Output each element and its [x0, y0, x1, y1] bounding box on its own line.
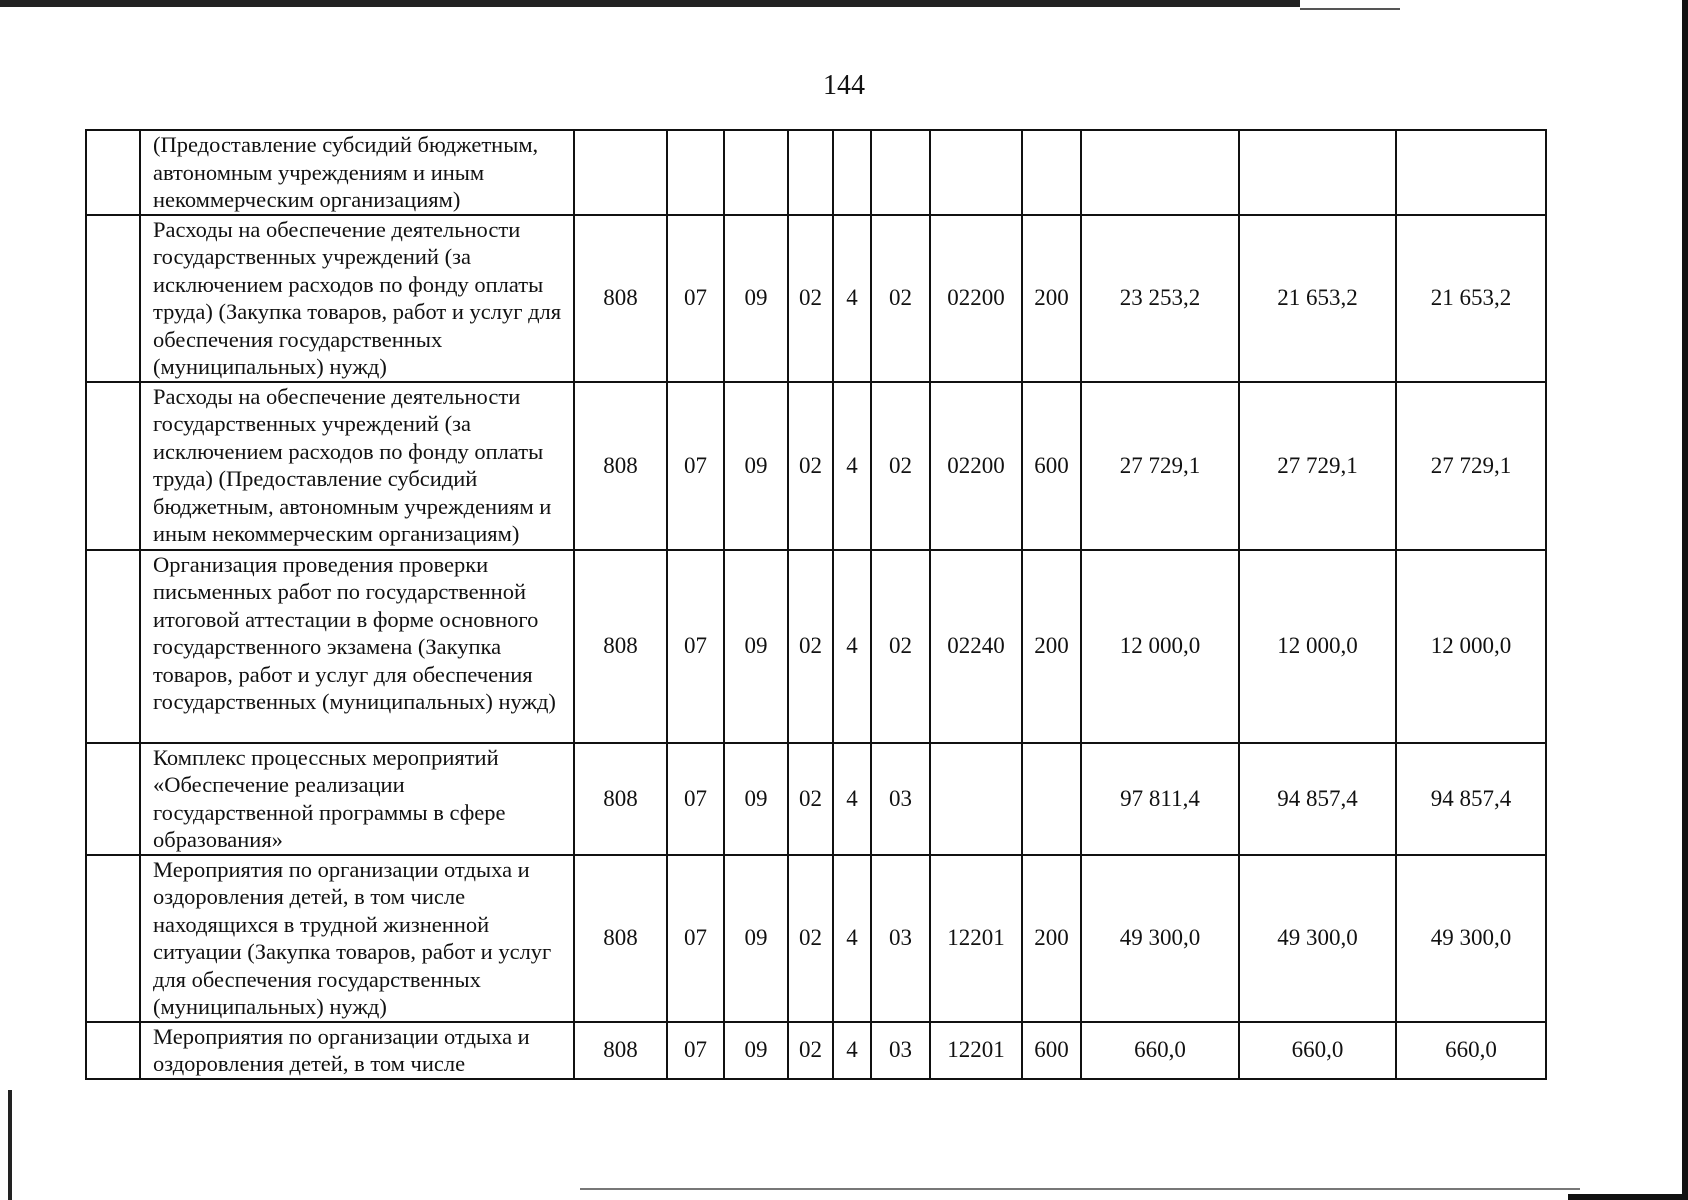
sum-year2-cell — [1239, 130, 1396, 215]
description-cell: Мероприятия по организации отдыха и оздоровления детей, в том числе — [140, 1022, 574, 1079]
cs-subprogram-cell: 03 — [871, 743, 930, 855]
cs-direction-cell: 12201 — [930, 1022, 1022, 1079]
cs-direction-cell: 02200 — [930, 215, 1022, 382]
cs-program-cell: 02 — [788, 1022, 833, 1079]
cs-type-cell: 4 — [833, 1022, 871, 1079]
cs-program-cell — [788, 130, 833, 215]
vr-cell: 200 — [1022, 215, 1081, 382]
sum-year3-cell: 660,0 — [1396, 1022, 1546, 1079]
cs-program-cell: 02 — [788, 215, 833, 382]
sum-year3-cell: 94 857,4 — [1396, 743, 1546, 855]
cs-direction-cell — [930, 743, 1022, 855]
row-number-cell — [86, 130, 140, 215]
vr-cell: 200 — [1022, 855, 1081, 1022]
cs-direction-cell: 12201 — [930, 855, 1022, 1022]
cs-subprogram-cell: 03 — [871, 1022, 930, 1079]
vr-cell — [1022, 130, 1081, 215]
cs-subprogram-cell: 02 — [871, 550, 930, 743]
ved-cell: 808 — [574, 1022, 667, 1079]
sum-year1-cell — [1081, 130, 1239, 215]
sum-year3-cell: 27 729,1 — [1396, 382, 1546, 550]
cs-subprogram-cell: 02 — [871, 215, 930, 382]
description-cell: Мероприятия по организации отдыха и оздоровления детей, в том числе находящихся в трудной жизненной ситуации (Закупка товаров, работ и услуг для обеспечения государственных (муниципальных) нужд) — [140, 855, 574, 1022]
pr-cell: 09 — [724, 855, 788, 1022]
cs-type-cell — [833, 130, 871, 215]
sum-year2-cell: 94 857,4 — [1239, 743, 1396, 855]
cs-program-cell: 02 — [788, 382, 833, 550]
sum-year2-cell: 660,0 — [1239, 1022, 1396, 1079]
cs-type-cell: 4 — [833, 550, 871, 743]
table-row — [86, 1022, 1546, 1079]
row-number-cell — [86, 743, 140, 855]
row-number-cell — [86, 855, 140, 1022]
vr-cell: 600 — [1022, 1022, 1081, 1079]
cs-type-cell: 4 — [833, 855, 871, 1022]
pr-cell: 09 — [724, 550, 788, 743]
table-row — [86, 550, 1546, 743]
scan-edge-right — [1682, 0, 1688, 1200]
sum-year2-cell: 27 729,1 — [1239, 382, 1396, 550]
cs-subprogram-cell — [871, 130, 930, 215]
ved-cell — [574, 130, 667, 215]
budget-table — [85, 129, 1547, 1080]
cs-direction-cell: 02200 — [930, 382, 1022, 550]
row-number-cell — [86, 382, 140, 550]
sum-year2-cell: 12 000,0 — [1239, 550, 1396, 743]
description-cell: Организация проведения проверки письменных работ по государственной итоговой аттестации в форме основного государственного экзамена (Закупка товаров, работ и услуг для обеспечения государственных (муниципальных) нужд) — [140, 550, 574, 743]
sum-year3-cell: 21 653,2 — [1396, 215, 1546, 382]
cs-subprogram-cell: 03 — [871, 855, 930, 1022]
ved-cell: 808 — [574, 550, 667, 743]
cs-type-cell: 4 — [833, 382, 871, 550]
sum-year1-cell: 660,0 — [1081, 1022, 1239, 1079]
sum-year3-cell — [1396, 130, 1546, 215]
rz-cell: 07 — [667, 743, 724, 855]
row-number-cell — [86, 1022, 140, 1079]
vr-cell — [1022, 743, 1081, 855]
sum-year1-cell: 49 300,0 — [1081, 855, 1239, 1022]
pr-cell: 09 — [724, 1022, 788, 1079]
sum-year3-cell: 12 000,0 — [1396, 550, 1546, 743]
table-row — [86, 743, 1546, 855]
scan-edge-top-thin — [1300, 8, 1400, 10]
ved-cell: 808 — [574, 743, 667, 855]
table-row — [86, 382, 1546, 550]
table-row — [86, 215, 1546, 382]
sum-year2-cell: 49 300,0 — [1239, 855, 1396, 1022]
cs-direction-cell — [930, 130, 1022, 215]
rz-cell: 07 — [667, 550, 724, 743]
row-number-cell — [86, 550, 140, 743]
description-cell: Комплекс процессных мероприятий «Обеспечение реализации государственной программы в сфере образования» — [140, 743, 574, 855]
rz-cell: 07 — [667, 855, 724, 1022]
rz-cell — [667, 130, 724, 215]
cs-direction-cell: 02240 — [930, 550, 1022, 743]
vr-cell: 600 — [1022, 382, 1081, 550]
scan-edge-left — [8, 1090, 12, 1200]
cs-type-cell: 4 — [833, 743, 871, 855]
rz-cell: 07 — [667, 215, 724, 382]
row-number-cell — [86, 215, 140, 382]
pr-cell: 09 — [724, 215, 788, 382]
sum-year1-cell: 27 729,1 — [1081, 382, 1239, 550]
cs-type-cell: 4 — [833, 215, 871, 382]
page-number: 144 — [823, 70, 865, 101]
ved-cell: 808 — [574, 382, 667, 550]
pr-cell — [724, 130, 788, 215]
pr-cell: 09 — [724, 382, 788, 550]
scan-edge-bottom-thin — [580, 1188, 1580, 1190]
table-row — [86, 855, 1546, 1022]
sum-year2-cell: 21 653,2 — [1239, 215, 1396, 382]
rz-cell: 07 — [667, 1022, 724, 1079]
pr-cell: 09 — [724, 743, 788, 855]
cs-program-cell: 02 — [788, 550, 833, 743]
scan-edge-top — [0, 0, 1300, 7]
vr-cell: 200 — [1022, 550, 1081, 743]
ved-cell: 808 — [574, 215, 667, 382]
cs-subprogram-cell: 02 — [871, 382, 930, 550]
description-cell: (Предоставление субсидий бюджетным, автономным учреждениям и иным некоммерческим организациям) — [140, 130, 574, 215]
sum-year1-cell: 12 000,0 — [1081, 550, 1239, 743]
cs-program-cell: 02 — [788, 855, 833, 1022]
description-cell: Расходы на обеспечение деятельности государственных учреждений (за исключением расходов по фонду оплаты труда) (Предоставление субсидий бюджетным, автономным учреждениям и иным некоммерческим организациям) — [140, 382, 574, 550]
sum-year3-cell: 49 300,0 — [1396, 855, 1546, 1022]
sum-year1-cell: 97 811,4 — [1081, 743, 1239, 855]
cs-program-cell: 02 — [788, 743, 833, 855]
scan-edge-bottom — [1568, 1194, 1688, 1200]
rz-cell: 07 — [667, 382, 724, 550]
sum-year1-cell: 23 253,2 — [1081, 215, 1239, 382]
description-cell: Расходы на обеспечение деятельности государственных учреждений (за исключением расходов по фонду оплаты труда) (Закупка товаров, работ и услуг для обеспечения государственных (муниципальных) нужд) — [140, 215, 574, 382]
ved-cell: 808 — [574, 855, 667, 1022]
table-row — [86, 130, 1546, 215]
